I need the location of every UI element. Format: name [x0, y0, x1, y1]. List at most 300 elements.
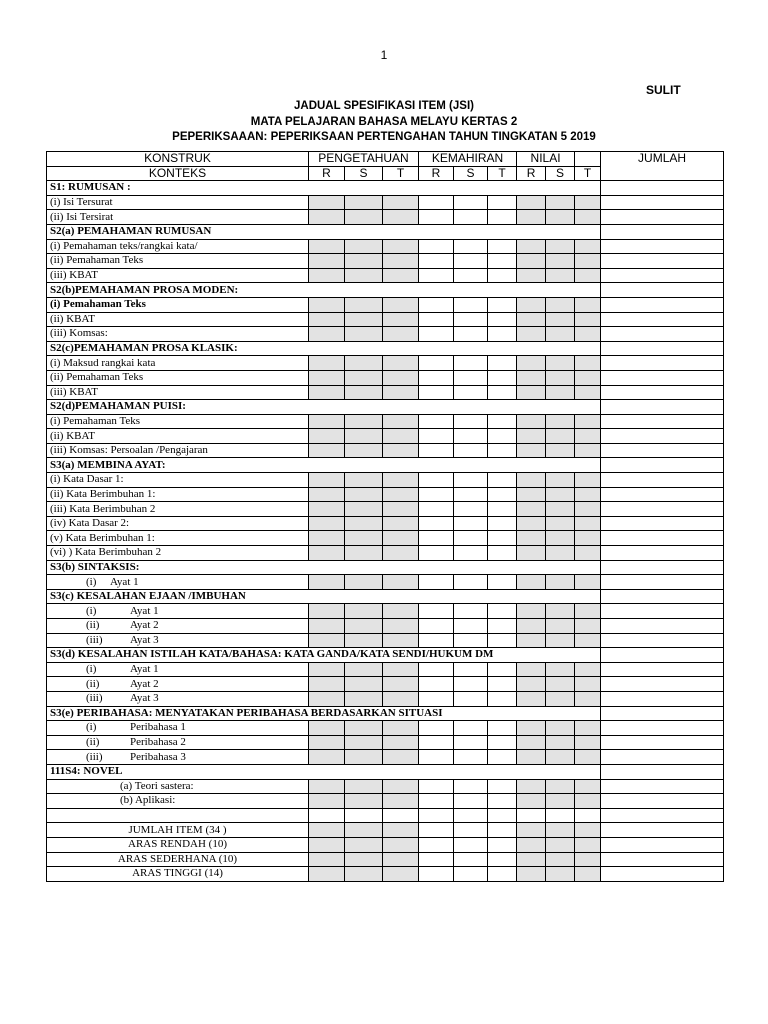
section-label: S2(d)PEMAHAMAN PUISI:	[47, 400, 601, 415]
mark-cell	[517, 356, 546, 371]
mark-cell	[546, 662, 575, 677]
jumlah-cell	[601, 604, 724, 619]
section-row	[47, 560, 724, 575]
mark-cell	[454, 794, 488, 809]
mark-cell	[517, 195, 546, 210]
section-label: S2(c)PEMAHAMAN PROSA KLASIK:	[47, 341, 601, 356]
mark-cell	[517, 662, 546, 677]
item-label: (vi) ) Kata Berimbuhan 2	[47, 546, 309, 561]
item-label: (i) Kata Dasar 1:	[47, 473, 309, 488]
mark-cell	[345, 750, 383, 765]
mark-cell	[383, 619, 419, 634]
mark-cell	[454, 414, 488, 429]
mark-cell	[345, 443, 383, 458]
mark-cell	[454, 502, 488, 517]
mark-cell	[383, 779, 419, 794]
mark-cell	[488, 823, 517, 838]
item-text: Ayat 1	[130, 604, 159, 617]
mark-cell	[546, 327, 575, 342]
mark-cell	[345, 254, 383, 269]
mark-cell	[517, 546, 546, 561]
mark-cell	[309, 473, 345, 488]
mark-cell	[575, 546, 601, 561]
mark-cell	[488, 516, 517, 531]
jumlah-cell	[601, 254, 724, 269]
mark-cell	[309, 195, 345, 210]
mark-cell	[345, 385, 383, 400]
mark-cell	[517, 852, 546, 867]
item-label	[47, 604, 309, 619]
mark-cell	[517, 210, 546, 225]
mark-cell	[454, 356, 488, 371]
mark-cell	[454, 429, 488, 444]
item-row	[47, 633, 724, 648]
item-row	[47, 254, 724, 269]
mark-cell	[517, 473, 546, 488]
mark-cell	[419, 487, 454, 502]
item-number: (iii)	[86, 633, 103, 646]
mark-cell	[419, 837, 454, 852]
jumlah-cell	[601, 867, 724, 882]
section-row	[47, 181, 724, 196]
mark-cell	[454, 837, 488, 852]
item-text: Peribahasa 3	[130, 750, 186, 763]
mark-cell	[517, 779, 546, 794]
mark-cell	[345, 662, 383, 677]
mark-cell	[575, 268, 601, 283]
mark-cell	[419, 691, 454, 706]
mark-cell	[309, 691, 345, 706]
mark-cell	[309, 268, 345, 283]
mark-cell	[309, 808, 345, 823]
mark-cell	[454, 867, 488, 882]
mark-cell	[454, 604, 488, 619]
mark-cell	[309, 633, 345, 648]
specification-table	[46, 151, 724, 882]
mark-cell	[345, 735, 383, 750]
mark-cell	[345, 370, 383, 385]
item-label	[47, 662, 309, 677]
item-label: (ii) Pemahaman Teks	[47, 254, 309, 269]
mark-cell	[488, 502, 517, 517]
item-label: (a) Teori sastera:	[47, 779, 309, 794]
item-label: (v) Kata Berimbuhan 1:	[47, 531, 309, 546]
item-label	[47, 750, 309, 765]
jumlah-cell	[601, 808, 724, 823]
jumlah-cell	[601, 195, 724, 210]
item-number: (iii)	[86, 692, 103, 705]
mark-cell	[517, 487, 546, 502]
mark-cell	[575, 487, 601, 502]
mark-cell	[383, 516, 419, 531]
mark-cell	[419, 385, 454, 400]
item-text: Ayat 3	[130, 633, 159, 646]
item-row	[47, 779, 724, 794]
mark-cell	[546, 443, 575, 458]
mark-cell	[345, 808, 383, 823]
mark-cell	[575, 239, 601, 254]
mark-cell	[309, 429, 345, 444]
mark-cell	[419, 239, 454, 254]
mark-cell	[345, 297, 383, 312]
item-row	[47, 356, 724, 371]
item-label: (iii) KBAT	[47, 385, 309, 400]
mark-cell	[454, 487, 488, 502]
item-row	[47, 239, 724, 254]
mark-cell	[383, 691, 419, 706]
item-label	[47, 633, 309, 648]
mark-cell	[488, 312, 517, 327]
level-header: T	[488, 166, 517, 181]
jumlah-cell	[601, 648, 724, 663]
mark-cell	[575, 531, 601, 546]
item-number: (iii)	[86, 750, 103, 763]
jumlah-cell	[601, 735, 724, 750]
mark-cell	[345, 531, 383, 546]
mark-cell	[517, 823, 546, 838]
item-label: (ii) KBAT	[47, 312, 309, 327]
mark-cell	[546, 575, 575, 590]
mark-cell	[546, 502, 575, 517]
mark-cell	[488, 239, 517, 254]
item-text: Peribahasa 2	[130, 736, 186, 749]
jumlah-cell	[601, 589, 724, 604]
mark-cell	[488, 429, 517, 444]
section-label: 111S4: NOVEL	[47, 764, 601, 779]
mark-cell	[454, 735, 488, 750]
mark-cell	[309, 867, 345, 882]
mark-cell	[309, 619, 345, 634]
item-text: Peribahasa 1	[130, 721, 186, 734]
mark-cell	[345, 721, 383, 736]
item-label: (iii) KBAT	[47, 268, 309, 283]
mark-cell	[309, 327, 345, 342]
mark-cell	[546, 604, 575, 619]
mark-cell	[546, 254, 575, 269]
mark-cell	[419, 268, 454, 283]
level-header: T	[575, 166, 601, 181]
item-label	[47, 735, 309, 750]
mark-cell	[309, 239, 345, 254]
mark-cell	[488, 327, 517, 342]
mark-cell	[488, 619, 517, 634]
mark-cell	[383, 575, 419, 590]
section-label: S3(a) MEMBINA AYAT:	[47, 458, 601, 473]
item-row	[47, 575, 724, 590]
mark-cell	[383, 837, 419, 852]
mark-cell	[419, 633, 454, 648]
jumlah-cell	[601, 400, 724, 415]
jumlah-cell	[601, 414, 724, 429]
mark-cell	[309, 531, 345, 546]
item-number: (ii)	[86, 677, 100, 690]
mark-cell	[575, 473, 601, 488]
mark-cell	[454, 327, 488, 342]
jumlah-cell	[601, 356, 724, 371]
konteks-header: KONTEKS	[47, 166, 309, 181]
jumlah-cell	[601, 531, 724, 546]
mark-cell	[546, 721, 575, 736]
mark-cell	[345, 502, 383, 517]
mark-cell	[383, 429, 419, 444]
mark-cell	[546, 619, 575, 634]
jumlah-cell	[601, 210, 724, 225]
mark-cell	[546, 794, 575, 809]
mark-cell	[419, 619, 454, 634]
mark-cell	[345, 239, 383, 254]
mark-cell	[383, 531, 419, 546]
item-label: (i) Pemahaman Teks	[47, 297, 309, 312]
mark-cell	[575, 794, 601, 809]
mark-cell	[345, 619, 383, 634]
mark-cell	[309, 312, 345, 327]
mark-cell	[454, 808, 488, 823]
mark-cell	[575, 619, 601, 634]
mark-cell	[419, 531, 454, 546]
mark-cell	[575, 195, 601, 210]
mark-cell	[517, 443, 546, 458]
mark-cell	[309, 210, 345, 225]
item-label	[47, 575, 309, 590]
total-row	[47, 837, 724, 852]
item-row	[47, 750, 724, 765]
jumlah-cell	[601, 706, 724, 721]
mark-cell	[454, 721, 488, 736]
mark-cell	[419, 210, 454, 225]
level-header: R	[419, 166, 454, 181]
mark-cell	[575, 370, 601, 385]
item-label: (i) Isi Tersurat	[47, 195, 309, 210]
mark-cell	[383, 312, 419, 327]
item-number: (i)	[86, 721, 97, 734]
konstruk-header: KONSTRUK	[47, 152, 309, 167]
item-row	[47, 473, 724, 488]
mark-cell	[575, 823, 601, 838]
blank-cell	[47, 808, 309, 823]
item-number: (ii)	[86, 736, 100, 749]
mark-cell	[345, 867, 383, 882]
item-number: (i)	[86, 663, 97, 676]
mark-cell	[546, 370, 575, 385]
item-label	[47, 677, 309, 692]
mark-cell	[309, 254, 345, 269]
mark-cell	[488, 808, 517, 823]
item-row	[47, 546, 724, 561]
mark-cell	[517, 385, 546, 400]
section-row	[47, 224, 724, 239]
mark-cell	[546, 487, 575, 502]
mark-cell	[309, 516, 345, 531]
mark-cell	[488, 195, 517, 210]
sulit-label: SULIT	[646, 83, 681, 97]
mark-cell	[517, 516, 546, 531]
mark-cell	[575, 867, 601, 882]
mark-cell	[454, 779, 488, 794]
mark-cell	[575, 297, 601, 312]
mark-cell	[309, 662, 345, 677]
mark-cell	[383, 370, 419, 385]
mark-cell	[454, 443, 488, 458]
mark-cell	[517, 691, 546, 706]
mark-cell	[345, 823, 383, 838]
mark-cell	[546, 414, 575, 429]
level-header: T	[383, 166, 419, 181]
mark-cell	[575, 575, 601, 590]
item-row	[47, 429, 724, 444]
jumlah-header: JUMLAH	[601, 152, 724, 181]
mark-cell	[575, 779, 601, 794]
mark-cell	[383, 867, 419, 882]
mark-cell	[517, 239, 546, 254]
mark-cell	[345, 604, 383, 619]
section-row	[47, 283, 724, 298]
item-number: (ii)	[86, 619, 100, 632]
item-row	[47, 677, 724, 692]
mark-cell	[488, 633, 517, 648]
mark-cell	[575, 837, 601, 852]
section-row	[47, 589, 724, 604]
item-row	[47, 604, 724, 619]
mark-cell	[546, 356, 575, 371]
mark-cell	[383, 487, 419, 502]
mark-cell	[517, 327, 546, 342]
mark-cell	[575, 852, 601, 867]
mark-cell	[419, 356, 454, 371]
item-row	[47, 414, 724, 429]
total-label: ARAS RENDAH (10)	[47, 837, 309, 852]
mark-cell	[546, 546, 575, 561]
item-row	[47, 662, 724, 677]
mark-cell	[488, 750, 517, 765]
mark-cell	[419, 473, 454, 488]
mark-cell	[575, 516, 601, 531]
mark-cell	[309, 750, 345, 765]
title-line: JADUAL SPESIFIKASI ITEM (JSI)	[294, 100, 474, 112]
jumlah-cell	[601, 662, 724, 677]
mark-cell	[546, 750, 575, 765]
jumlah-cell	[601, 633, 724, 648]
mark-cell	[546, 779, 575, 794]
section-label: S2(b)PEMAHAMAN PROSA MODEN:	[47, 283, 601, 298]
mark-cell	[419, 516, 454, 531]
page-number: 1	[380, 48, 388, 62]
mark-cell	[419, 823, 454, 838]
mark-cell	[345, 546, 383, 561]
mark-cell	[383, 604, 419, 619]
level-header: S	[454, 166, 488, 181]
level-header: R	[517, 166, 546, 181]
mark-cell	[383, 677, 419, 692]
mark-cell	[309, 414, 345, 429]
document-titles	[0, 99, 768, 146]
mark-cell	[517, 721, 546, 736]
item-label	[47, 691, 309, 706]
mark-cell	[309, 721, 345, 736]
mark-cell	[546, 385, 575, 400]
item-row	[47, 794, 724, 809]
item-label: (ii) Kata Berimbuhan 1:	[47, 487, 309, 502]
mark-cell	[309, 604, 345, 619]
mark-cell	[383, 633, 419, 648]
mark-cell	[488, 691, 517, 706]
item-row	[47, 385, 724, 400]
mark-cell	[575, 502, 601, 517]
mark-cell	[488, 210, 517, 225]
mark-cell	[454, 823, 488, 838]
mark-cell	[488, 721, 517, 736]
mark-cell	[383, 268, 419, 283]
mark-cell	[575, 385, 601, 400]
item-number: (i)	[86, 604, 97, 617]
mark-cell	[575, 210, 601, 225]
mark-cell	[488, 575, 517, 590]
mark-cell	[546, 691, 575, 706]
mark-cell	[345, 779, 383, 794]
mark-cell	[454, 473, 488, 488]
mark-cell	[383, 385, 419, 400]
section-label: S3(c) KESALAHAN EJAAN /IMBUHAN	[47, 589, 601, 604]
total-label: JUMLAH ITEM (34 )	[47, 823, 309, 838]
mark-cell	[309, 677, 345, 692]
total-row	[47, 852, 724, 867]
section-label: S1: RUMUSAN :	[47, 181, 601, 196]
mark-cell	[419, 735, 454, 750]
mark-cell	[454, 239, 488, 254]
mark-cell	[345, 794, 383, 809]
mark-cell	[309, 735, 345, 750]
mark-cell	[488, 779, 517, 794]
mark-cell	[419, 662, 454, 677]
mark-cell	[419, 443, 454, 458]
jumlah-cell	[601, 487, 724, 502]
item-row	[47, 735, 724, 750]
mark-cell	[517, 312, 546, 327]
mark-cell	[546, 239, 575, 254]
mark-cell	[419, 604, 454, 619]
mark-cell	[383, 662, 419, 677]
item-row	[47, 210, 724, 225]
jumlah-cell	[601, 852, 724, 867]
section-row	[47, 706, 724, 721]
item-label: (iii) Komsas: Persoalan /Pengajaran	[47, 443, 309, 458]
mark-cell	[383, 239, 419, 254]
item-label: (b) Aplikasi:	[47, 794, 309, 809]
jumlah-cell	[601, 224, 724, 239]
mark-cell	[383, 473, 419, 488]
jumlah-cell	[601, 239, 724, 254]
subject-line: MATA PELAJARAN BAHASA MELAYU KERTAS 2	[250, 115, 518, 128]
jumlah-cell	[601, 297, 724, 312]
mark-cell	[309, 837, 345, 852]
mark-cell	[454, 852, 488, 867]
jumlah-cell	[601, 837, 724, 852]
mark-cell	[383, 210, 419, 225]
mark-cell	[454, 691, 488, 706]
jumlah-cell	[601, 327, 724, 342]
mark-cell	[488, 385, 517, 400]
mark-cell	[546, 429, 575, 444]
mark-cell	[383, 254, 419, 269]
mark-cell	[517, 531, 546, 546]
mark-cell	[419, 721, 454, 736]
mark-cell	[488, 546, 517, 561]
jumlah-cell	[601, 516, 724, 531]
item-label	[47, 619, 309, 634]
mark-cell	[575, 662, 601, 677]
mark-cell	[517, 794, 546, 809]
section-row	[47, 648, 724, 663]
mark-cell	[419, 312, 454, 327]
